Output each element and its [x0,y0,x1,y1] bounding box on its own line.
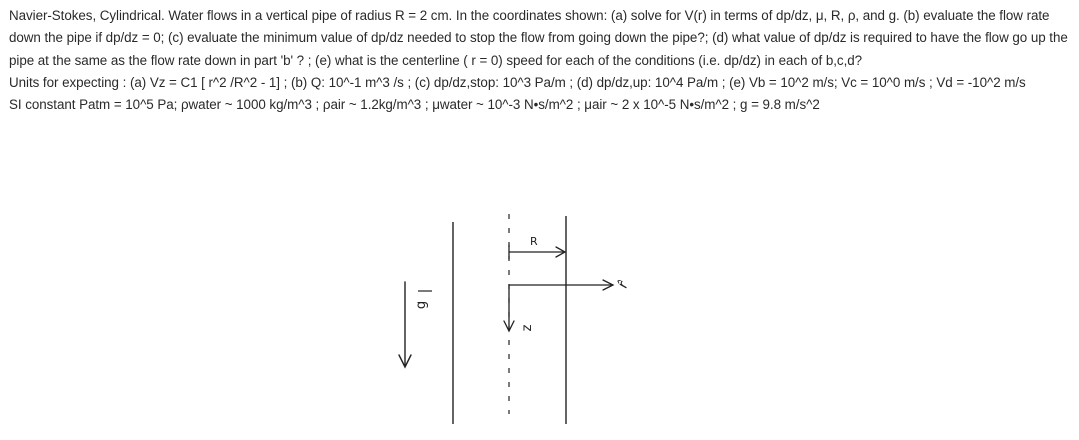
gravity-label-text: g [414,300,429,310]
gravity-label [414,291,432,309]
si-constants: SI constant Patm = 10^5 Pa; ρwater ~ 1000 kg/m^3 ; ρair ~ 1.2kg/m^3 ; μwater ~ 10^-3 N•s/m^2 ; μair ~ 2 x 10^-5 N•s/m^2 ; g = 9.8 m/s^2 [9,97,820,113]
z-label: z [520,324,535,332]
expected-units: Units for expecting : (a) Vz = C1 [ r^2 /R^2 - 1] ; (b) Q: 10^-1 m^3 /s ; (c) dp/dz,stop: 10^3 Pa/m ; (d) dp/dz,up: 10^4 Pa/m ; (e) Vb = 10^2 m/s; Vc = 10^0 m/s ; Vd = -10^2 m/s [9,74,1026,90]
z-direction-arrow [504,285,514,331]
r-label: r̂ [615,278,632,292]
radius-label: R [530,235,538,248]
r-direction-arrow [509,280,613,290]
problem-statement: Navier-Stokes, Cylindrical. Water flows in a vertical pipe of radius R = 2 cm. In the coordinates shown: (a) solve for V(r) in terms of dp/dz, μ, R, ρ, and g. (b) evaluate the flow rate down the pipe if dp/dz = 0; (c) evaluate the minimum value of dp/dz needed to stop the flow from going down the pipe?; (d) what value of dp/dz is required to have the flow go up the pipe at the same as the flow rate down in part 'b' ? ; (e) what is the centerline ( r = 0) speed for each of the conditions (i.e. dp/dz) in each of b,c,d? [9,8,1068,68]
gravity-arrow [399,282,411,367]
